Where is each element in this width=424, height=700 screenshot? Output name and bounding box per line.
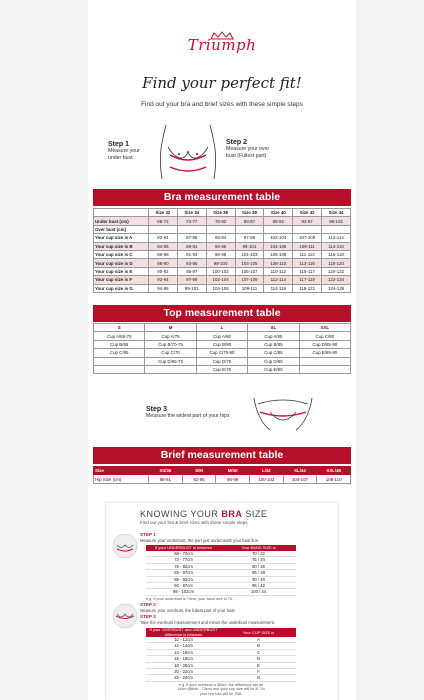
top-table-cell	[299, 357, 350, 365]
bra-table-row	[94, 225, 351, 233]
top-table-cell: Cup A/75	[145, 332, 196, 340]
bra-table-cell: 106-108	[264, 250, 293, 258]
cup_table-cell: D	[256, 656, 261, 662]
bra-header-cell: Size 42	[293, 209, 322, 217]
bra-table-cell: 97-99	[177, 276, 206, 284]
brief-header-cell: XS/36	[149, 467, 183, 475]
top-table-cell: Cup D/85-90	[299, 340, 350, 348]
bra-table-cell: 107-109	[293, 234, 322, 242]
knowing-title-post: SIZE	[242, 509, 268, 519]
bra-table-cell: 108-110	[264, 259, 293, 267]
bust-measuring-illustration	[148, 121, 228, 188]
bra-table-cell: 98-102	[322, 217, 351, 225]
bra-table-cell: Under bust (cm)	[94, 217, 149, 225]
band_table-cell: 88 - 92cm	[174, 576, 193, 582]
brief-table-cell: 104-107	[283, 475, 317, 483]
brief-table-cell: Hip Size (cm)	[94, 475, 149, 483]
step-2-line-1: Measure your over	[226, 146, 270, 152]
top-table-cell: Cup D/75	[196, 357, 247, 365]
brief-header-cell: M/40	[216, 467, 250, 475]
bra-table-cell: 87-89	[177, 234, 206, 242]
top-header-cell: XXL	[299, 324, 350, 332]
bra-table-cell: 92-94	[149, 276, 178, 284]
step-1-line-2: under bust	[108, 154, 133, 161]
bra-table-cell: 94-96	[149, 284, 178, 292]
bra-table-cell: 116-118	[322, 250, 351, 258]
kp-step3-title: STEP 3	[140, 614, 156, 619]
step-1-line-1: Measure your	[108, 148, 140, 154]
cup_table-row	[146, 675, 296, 681]
top-table-row	[94, 332, 351, 340]
top-table-cell	[299, 365, 350, 373]
step-2-line-2: bust (Fullest part)	[226, 152, 267, 159]
bra-table-cell: 94-96	[206, 242, 235, 250]
band-note: e.g. If your underbust is 74cm, your band size is 75.	[146, 596, 233, 601]
bra-table-cell: 86-88	[149, 250, 178, 258]
top-table-row	[94, 357, 351, 365]
bra-table-cell: 90-92	[149, 267, 178, 275]
brief-header-cell: L/42	[249, 467, 283, 475]
top-table-cell: Cup C/90	[299, 332, 350, 340]
top-header-cell: L	[196, 324, 247, 332]
kp-step2-title: STEP 2	[140, 602, 156, 607]
cup_table-cell: 20 - 22cm	[174, 668, 193, 674]
top-table-cell	[94, 357, 145, 365]
bra-table-cell: Your cup size is G	[94, 284, 149, 292]
bra-header-cell: Size 40	[264, 209, 293, 217]
bra-table-cell: 104-106	[264, 242, 293, 250]
top-table-cell: Cup D/65-70	[145, 357, 196, 365]
bra-table-cell: 88-90	[149, 259, 178, 267]
brand-logo: Triumph	[187, 36, 257, 54]
bra-table-cell: 110-112	[264, 267, 293, 275]
bra-table-cell	[235, 225, 264, 233]
step-3-block	[146, 406, 230, 420]
band_table-cell: 95 / 42	[252, 582, 265, 588]
bra-table-row	[94, 284, 351, 292]
brief-table-cell: 100-103	[249, 475, 283, 483]
cup-size-table	[146, 628, 296, 696]
bra-table-cell: 115-117	[293, 267, 322, 275]
band_table-cell: 75 / 34	[252, 557, 265, 563]
bra-table-cell: 98-100	[206, 259, 235, 267]
band_table-cell: 68 - 72cm	[174, 551, 193, 556]
bra-table-row	[94, 259, 351, 267]
bra-table-cell: 109-111	[235, 284, 264, 292]
top-header-cell: XL	[248, 324, 299, 332]
step-2-title: Step 2	[226, 139, 248, 146]
bra-table-cell: 92-94	[206, 234, 235, 242]
bra-header-cell: Size 34	[177, 209, 206, 217]
band_table-cell: 73 - 77cm	[174, 557, 193, 563]
bra-table-cell: 83-87	[235, 217, 264, 225]
bra-table-title: Bra measurement table	[93, 189, 351, 206]
hip-measuring-illustration	[248, 392, 318, 437]
cup_table-cell: B	[257, 643, 260, 649]
bra-table-cell: Your cup size is D	[94, 259, 149, 267]
bra-table-cell	[206, 225, 235, 233]
cup-note-line-1: e.g. If your overbust is 88cm, the difference will be	[178, 682, 264, 687]
bra-table-row	[94, 242, 351, 250]
band_table-cell: 83 - 87cm	[174, 570, 193, 576]
top-table-row	[94, 349, 351, 357]
top-table-cell: Cup A/80	[196, 332, 247, 340]
top-header-cell: S	[94, 324, 145, 332]
top-measurement-table	[93, 323, 351, 374]
bra-table-cell: 88-92	[264, 217, 293, 225]
bra-table-cell: 91-93	[177, 250, 206, 258]
bra-measurement-table	[93, 208, 351, 293]
bra-table-cell	[177, 225, 206, 233]
top-table-cell: Cup E/75	[196, 365, 247, 373]
bra-table-cell: Your cup size is C	[94, 250, 149, 258]
bra-table-row	[94, 217, 351, 225]
bra-table-cell: 100-102	[206, 267, 235, 275]
bra-table-cell: 109-111	[293, 242, 322, 250]
kp-step2-text: Measure your overbust, the fullest part of your bust.	[140, 608, 236, 613]
brief-table-cell: 96-99	[216, 475, 250, 483]
kp-step3-text: Take the overbust measurement and minus the underbust measurement.	[140, 620, 276, 625]
bra-table-cell: 96-98	[206, 250, 235, 258]
top-table-cell: Cup A/85	[248, 332, 299, 340]
cup_table-cell: 12 - 14cm	[174, 643, 193, 649]
top-table-cell: Cup A/65-70	[94, 332, 145, 340]
top-table-cell: Cup B/65	[94, 340, 145, 348]
step-2-block	[226, 139, 269, 159]
bra-table-cell: 95-97	[177, 267, 206, 275]
step-1-title: Step 1	[108, 141, 130, 148]
bra-header-cell: Size 44	[322, 209, 351, 217]
bra-table-cell: 120-122	[322, 267, 351, 275]
bra-header-cell: Size 38	[235, 209, 264, 217]
bra-header-cell: Size 36	[206, 209, 235, 217]
cup_table-cell: 14 - 16cm	[174, 649, 193, 655]
band_table-cell: 100 / 44	[250, 589, 267, 595]
bra-table-row	[94, 276, 351, 284]
cup_table-cell: 22 - 24cm	[174, 675, 193, 681]
brief-header-cell: XXL/46	[317, 467, 351, 475]
band_table-cell: 70 / 32	[252, 551, 265, 556]
band_table-cell: 85 / 38	[252, 570, 265, 576]
brief-table-cell: 108-110	[317, 475, 351, 483]
bra-table-cell: 114-116	[264, 284, 293, 292]
overbust-illustration	[112, 603, 138, 634]
bra-table-cell: Your cup size is E	[94, 267, 149, 275]
top-table-row	[94, 365, 351, 373]
bra-table-row	[94, 234, 351, 242]
bra-table-cell: 119-121	[293, 284, 322, 292]
top-table-cell: Cup E/85-90	[299, 349, 350, 357]
top-table-cell: Cup B/80	[196, 340, 247, 348]
kp-step1-text: Measure your underbust, the part just underneath your bust line.	[140, 538, 260, 543]
bra-table-cell: 107-109	[235, 276, 264, 284]
step-3-line-1: Measure the widest part of your hips	[146, 413, 230, 419]
bra-table-cell: 82-84	[149, 234, 178, 242]
bra-table-cell: 118-120	[322, 259, 351, 267]
cup-head-right: Your CUP SIZE is	[242, 630, 275, 635]
band_table-cell: 80 / 36	[252, 563, 265, 569]
bra-table-row	[94, 250, 351, 258]
bra-table-cell: 113-115	[293, 259, 322, 267]
bra-table-cell: 117-119	[293, 276, 322, 284]
top-table-cell: Cup C/70	[145, 349, 196, 357]
bra-table-cell: 114-116	[322, 242, 351, 250]
top-table-title: Top measurement table	[93, 305, 351, 322]
knowing-title-pre: KNOWING YOUR	[140, 509, 222, 519]
brief-table-title: Brief measurement table	[93, 447, 351, 464]
bra-table-cell: 73-77	[177, 217, 206, 225]
cup_table-cell: F	[257, 668, 260, 674]
cup_table-cell: 10 - 12cm	[174, 637, 193, 642]
underbust-illustration	[112, 533, 138, 564]
step-1-block	[108, 141, 140, 161]
top-table-cell: Cup B/70-75	[145, 340, 196, 348]
cup-note-line-3: your bra size will be 75B.	[199, 691, 243, 696]
cup_table-cell: 16 - 18cm	[174, 656, 193, 662]
knowing-title-accent: BRA	[221, 509, 243, 519]
brief-header-cell: S/M	[182, 467, 216, 475]
band_table-cell: 78 - 82cm	[174, 563, 193, 569]
knowing-your-bra-size-panel	[106, 503, 338, 700]
bra-table-cell: Over bust (cm)	[94, 225, 149, 233]
top-table-row	[94, 340, 351, 348]
bra-table-row	[94, 267, 351, 275]
band-head-right: Your BAND SIZE is	[241, 545, 276, 550]
cup_table-cell: E	[257, 662, 260, 668]
top-header-cell: M	[145, 324, 196, 332]
top-table-cell	[94, 365, 145, 373]
top-table-cell: Cup B/85	[248, 340, 299, 348]
bra-header-cell: Size 32	[149, 209, 178, 217]
cup_table-cell: G	[256, 675, 261, 681]
brief-measurement-table	[93, 466, 351, 484]
bra-table-cell	[322, 225, 351, 233]
bra-table-cell: 104-106	[206, 284, 235, 292]
top-table-cell: Cup C/65	[94, 349, 145, 357]
bra-table-cell: 112-114	[264, 276, 293, 284]
cup_table-cell: 18 - 20cm	[174, 662, 193, 668]
kp-step1-title: STEP 1	[140, 532, 156, 537]
bra-table-cell: 68-72	[149, 217, 178, 225]
bra-table-cell: 112-114	[322, 234, 351, 242]
knowing-subtitle: Find out your bra & brief sizes with these simple steps	[140, 520, 248, 525]
step-3-title: Step 3	[146, 406, 168, 413]
bra-table-cell: Your cup size is F	[94, 276, 149, 284]
band_table-cell: 90 / 40	[252, 576, 265, 582]
cup-head-left: If your OVERBUST and UNDERBUST difference is between	[149, 627, 218, 637]
bra-table-cell: 102-104	[206, 276, 235, 284]
top-table-cell: Cup D/80	[248, 357, 299, 365]
bra-header-cell	[94, 209, 149, 217]
brief-header-cell: Size	[94, 467, 149, 475]
bra-table-cell: Your cup size is A	[94, 234, 149, 242]
brief-header-cell: XL/44	[283, 467, 317, 475]
cup-note-line-2: 14cm (88cm - 74cm) and your cup size will be B. So	[177, 687, 265, 692]
bra-table-cell	[293, 225, 322, 233]
bra-table-cell: 124-126	[322, 284, 351, 292]
bra-table-cell	[149, 225, 178, 233]
top-table-cell: Cup C/75-80	[196, 349, 247, 357]
cup_table-cell: C	[256, 649, 261, 655]
band_table-row	[146, 589, 296, 595]
top-table-cell	[145, 365, 196, 373]
page-title: Find your perfect fit!	[142, 74, 302, 92]
brief-table-row	[94, 475, 351, 483]
bra-table-cell	[264, 225, 293, 233]
brief-table-cell: 92-95	[182, 475, 216, 483]
bra-table-cell: 93-97	[293, 217, 322, 225]
bra-table-cell: 78-82	[206, 217, 235, 225]
page-subtitle: Find out your bra and brief sizes with these simple steps	[141, 101, 303, 108]
band_table-cell: 98 - 102cm	[173, 589, 194, 595]
cup_table-cell: A	[257, 637, 260, 642]
bra-table-cell: 102-104	[264, 234, 293, 242]
top-table-cell: Cup C/85	[248, 349, 299, 357]
band-size-table	[146, 545, 296, 601]
bra-table-cell: 105-107	[235, 267, 264, 275]
bra-table-cell: 99-101	[177, 284, 206, 292]
bra-table-cell: 84-86	[149, 242, 178, 250]
band-head-left: If your UNDERBUST is between	[154, 545, 213, 550]
band_table-cell: 93 - 97cm	[174, 582, 193, 588]
bra-table-cell: Your cup size is B	[94, 242, 149, 250]
bra-table-cell: 111-113	[293, 250, 322, 258]
bra-table-cell: 122-124	[322, 276, 351, 284]
bra-table-cell: 93-95	[177, 259, 206, 267]
bra-table-cell: 89-91	[177, 242, 206, 250]
bra-table-cell: 99-101	[235, 242, 264, 250]
cup-note	[146, 683, 296, 696]
top-table-cell: Cup E/80	[248, 365, 299, 373]
bra-table-cell: 101-103	[235, 250, 264, 258]
size-guide-sheet	[88, 0, 356, 700]
knowing-title	[140, 509, 267, 519]
brief-table-cell: 88-91	[149, 475, 183, 483]
bra-table-cell: 103-105	[235, 259, 264, 267]
bra-table-cell: 97-99	[235, 234, 264, 242]
